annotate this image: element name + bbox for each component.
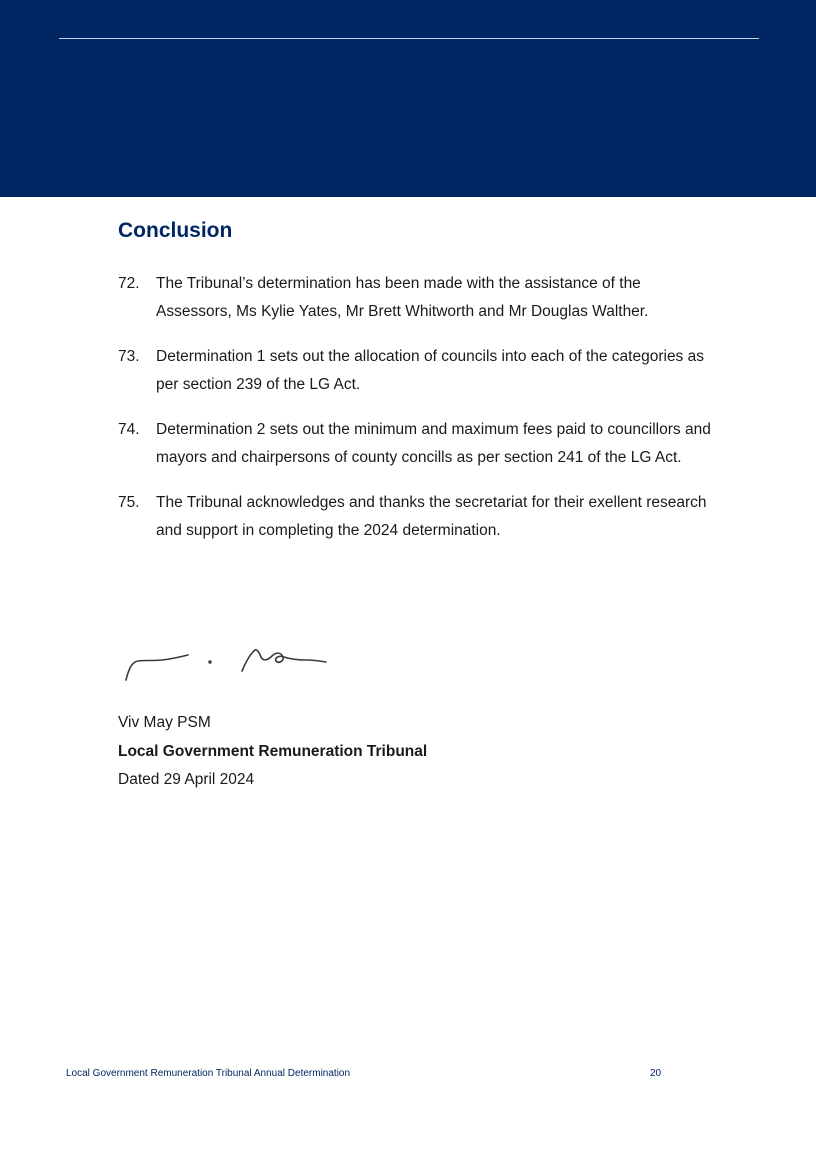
footer-document-title: Local Government Remuneration Tribunal Annual Determination	[66, 1068, 351, 1079]
list-item	[118, 270, 718, 326]
section-heading: Conclusion	[118, 219, 233, 242]
item-number: 74.	[118, 421, 140, 438]
conclusion-list	[118, 270, 718, 562]
item-number: 75.	[118, 494, 140, 511]
signature-block	[118, 709, 427, 795]
signatory-name: Viv May PSM	[118, 714, 211, 731]
item-number: 72.	[118, 275, 140, 292]
list-item	[118, 489, 718, 545]
header-band	[0, 0, 816, 197]
footer-page-number: 20	[650, 1068, 662, 1079]
item-text: Determination 2 sets out the minimum and maximum fees paid to councillors and mayors and chairpersons of county concills as per section 241 of the LG Act.	[156, 421, 711, 466]
signatory-organisation: Local Government Remuneration Tribunal	[118, 742, 428, 760]
item-text: The Tribunal’s determination has been made with the assistance of the Assessors, Ms Kylie Yates, Mr Brett Whitworth and Mr Douglas Walther.	[156, 275, 649, 320]
handwritten-signature	[118, 640, 333, 688]
header-rule	[59, 38, 759, 39]
item-number: 73.	[118, 348, 140, 365]
list-item	[118, 343, 718, 399]
list-item	[118, 416, 718, 472]
item-text: Determination 1 sets out the allocation of councils into each of the categories as per section 239 of the LG Act.	[156, 348, 704, 393]
signature-date: Dated 29 April 2024	[118, 771, 255, 788]
item-text: The Tribunal acknowledges and thanks the secretariat for their exellent research and support in completing the 2024 determination.	[156, 494, 707, 539]
